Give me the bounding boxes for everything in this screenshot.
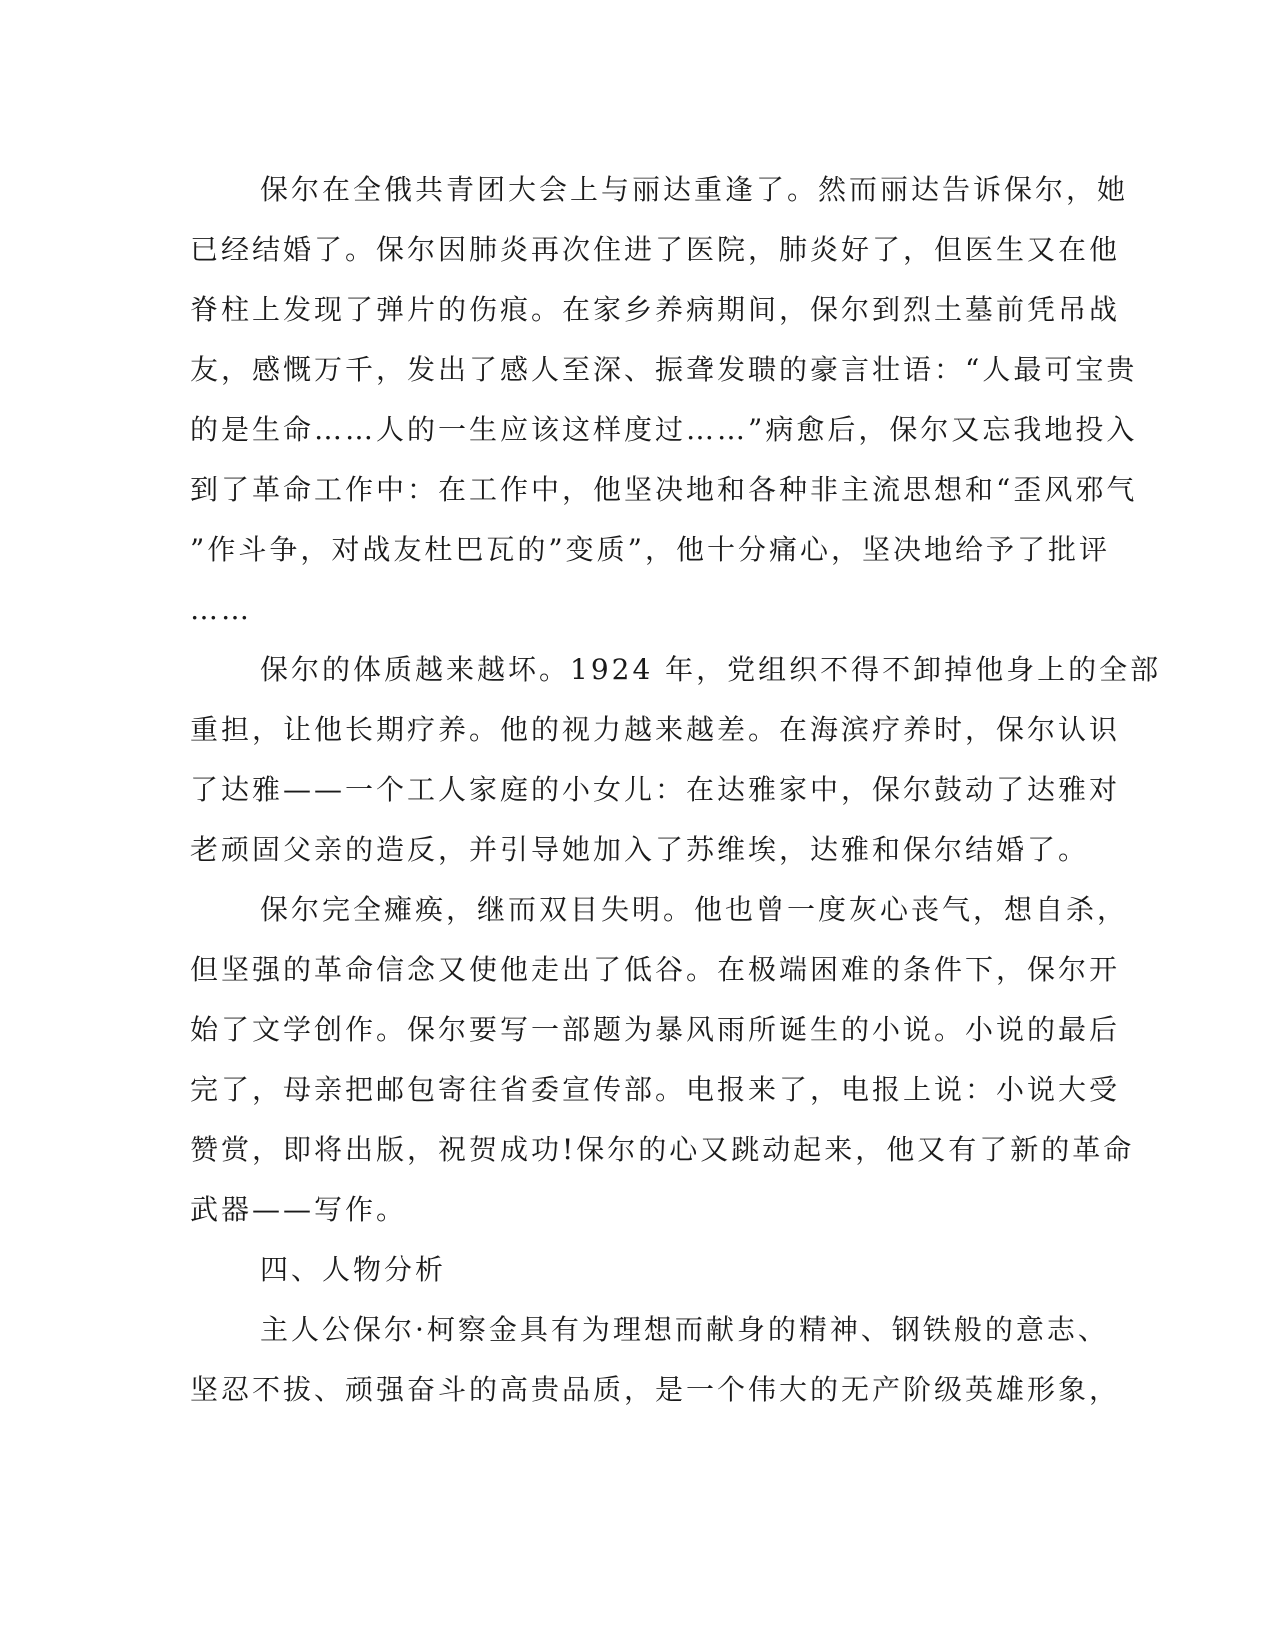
text-line: ”作斗争，对战友杜巴瓦的”变质”，他十分痛心，坚决地给予了批评 <box>190 533 1110 566</box>
heading-text: 四、人物分析 <box>260 1253 447 1286</box>
text-line: 脊柱上发现了弹片的伤痕。在家乡养病期间，保尔到烈土墓前凭吊战 <box>190 293 1121 326</box>
text-line: 完了，母亲把邮包寄往省委宣传部。电报来了，电报上说：小说大受 <box>190 1073 1121 1106</box>
document-body <box>190 160 1162 1420</box>
text-line: 但坚强的革命信念又使他走出了低谷。在极端困难的条件下，保尔开 <box>190 953 1121 986</box>
text-line: 的是生命……人的一生应该这样度过……”病愈后，保尔又忘我地投入 <box>190 413 1138 446</box>
text-line: 到了革命工作中：在工作中，他坚决地和各种非主流思想和“歪风邪气 <box>190 473 1138 506</box>
section-heading <box>190 1240 1085 1300</box>
text-line: 老顽固父亲的造反，并引导她加入了苏维埃，达雅和保尔结婚了。 <box>190 833 1090 866</box>
text-line: 友，感慨万千，发出了感人至深、振聋发聩的豪言壮语：“人最可宝贵 <box>190 353 1138 386</box>
paragraph-health <box>190 640 1162 880</box>
text-line: …… <box>190 593 252 626</box>
text-line: 武器——写作。 <box>190 1193 408 1226</box>
text-line: 保尔的体质越来越坏。1924 年，党组织不得不卸掉他身上的全部 <box>260 653 1162 686</box>
text-line: 重担，让他长期疗养。他的视力越来越差。在海滨疗养时，保尔认识 <box>190 713 1121 746</box>
paragraph-character-analysis <box>190 1300 1121 1420</box>
text-line: 始了文学创作。保尔要写一部题为暴风雨所诞生的小说。小说的最后 <box>190 1013 1121 1046</box>
text-line: 了达雅——一个工人家庭的小女儿：在达雅家中，保尔鼓动了达雅对 <box>190 773 1121 806</box>
text-line: 主人公保尔·柯察金具有为理想而献身的精神、钢铁般的意志、 <box>260 1313 1109 1346</box>
text-line: 保尔完全瘫痪，继而双目失明。他也曾一度灰心丧气，想自杀， <box>260 893 1129 926</box>
paragraph-reunion <box>190 160 1138 640</box>
text-line: 保尔在全俄共青团大会上与丽达重逢了。然而丽达告诉保尔，她 <box>260 173 1129 206</box>
text-line: 坚忍不拔、顽强奋斗的高贵品质，是一个伟大的无产阶级英雄形象， <box>190 1373 1121 1406</box>
text-line: 已经结婚了。保尔因肺炎再次住进了医院，肺炎好了，但医生又在他 <box>190 233 1121 266</box>
text-line: 赞赏，即将出版，祝贺成功!保尔的心又跳动起来，他又有了新的革命 <box>190 1133 1135 1166</box>
paragraph-writing <box>190 880 1135 1240</box>
